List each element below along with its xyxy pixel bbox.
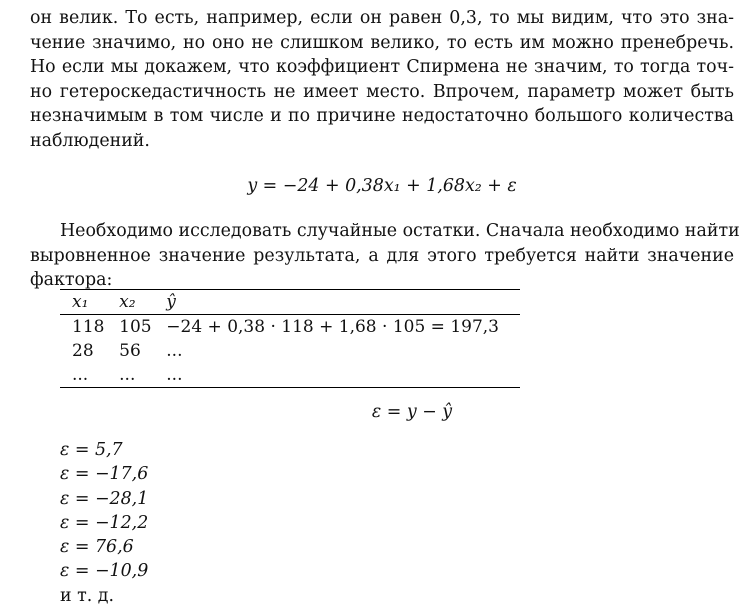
table-row — [60, 363, 520, 388]
text-line: выровненное значение результата, а для этого требуется найти значение — [30, 245, 734, 266]
table-cell: ... — [166, 365, 183, 385]
text-line: наблюдений. — [30, 130, 150, 151]
table-row — [60, 339, 520, 363]
regression-equation: y = −24 + 0,38x₁ + 1,68x₂ + ε — [247, 176, 517, 196]
paragraph-residuals — [30, 219, 740, 293]
table-cell: 56 — [119, 341, 141, 361]
residual-value: ε = −28,1 — [60, 488, 149, 509]
table-cell: 28 — [72, 341, 94, 361]
residual-value: ε = −12,2 — [60, 512, 149, 533]
fitted-values-table — [60, 289, 520, 388]
residual-value: ε = −17,6 — [60, 464, 149, 485]
header-yhat: ŷ — [166, 292, 176, 312]
text-line: чение значимо, но оно не слишком велико, то есть им можно пренебречь. — [30, 32, 734, 53]
paragraph-heteroscedasticity — [30, 6, 734, 154]
table-header-row — [60, 290, 520, 315]
residual-value: ε = 5,7 — [60, 440, 123, 460]
residual-value: ε = 76,6 — [60, 537, 134, 558]
table-cell: −24 + 0,38 · 118 + 1,68 · 105 = 197,3 — [166, 317, 500, 337]
residual-value: ε = −10,9 — [60, 561, 149, 582]
text-line: Необходимо исследовать случайные остатки. Сначала необходимо найти — [60, 221, 740, 241]
text-line: Но если мы докажем, что коэффициент Спирмена не значим, то тогда точ- — [30, 57, 734, 78]
table-cell: ... — [119, 365, 136, 385]
header-x2: x₂ — [119, 292, 136, 312]
etc-text: и т. д. — [60, 585, 115, 606]
table-cell: 105 — [119, 317, 152, 337]
text-line: незначимым в том числе и по причине недостаточно большого количества — [30, 106, 734, 127]
table-row — [60, 315, 520, 340]
table-cell: 118 — [72, 317, 105, 337]
residual-equation: ε = y − ŷ — [371, 402, 453, 422]
table-cell: ... — [72, 365, 89, 385]
header-x1: x₁ — [72, 292, 89, 312]
text-line: он велик. То есть, например, если он равен 0,3, то мы видим, что это зна- — [30, 8, 734, 28]
table-cell: ... — [166, 341, 183, 361]
text-line: фактора: — [30, 270, 113, 291]
document-page — [30, 6, 740, 606]
residual-list — [60, 438, 148, 608]
text-line: но гетероскедастичность не имеет место. Впрочем, параметр может быть — [30, 81, 734, 102]
